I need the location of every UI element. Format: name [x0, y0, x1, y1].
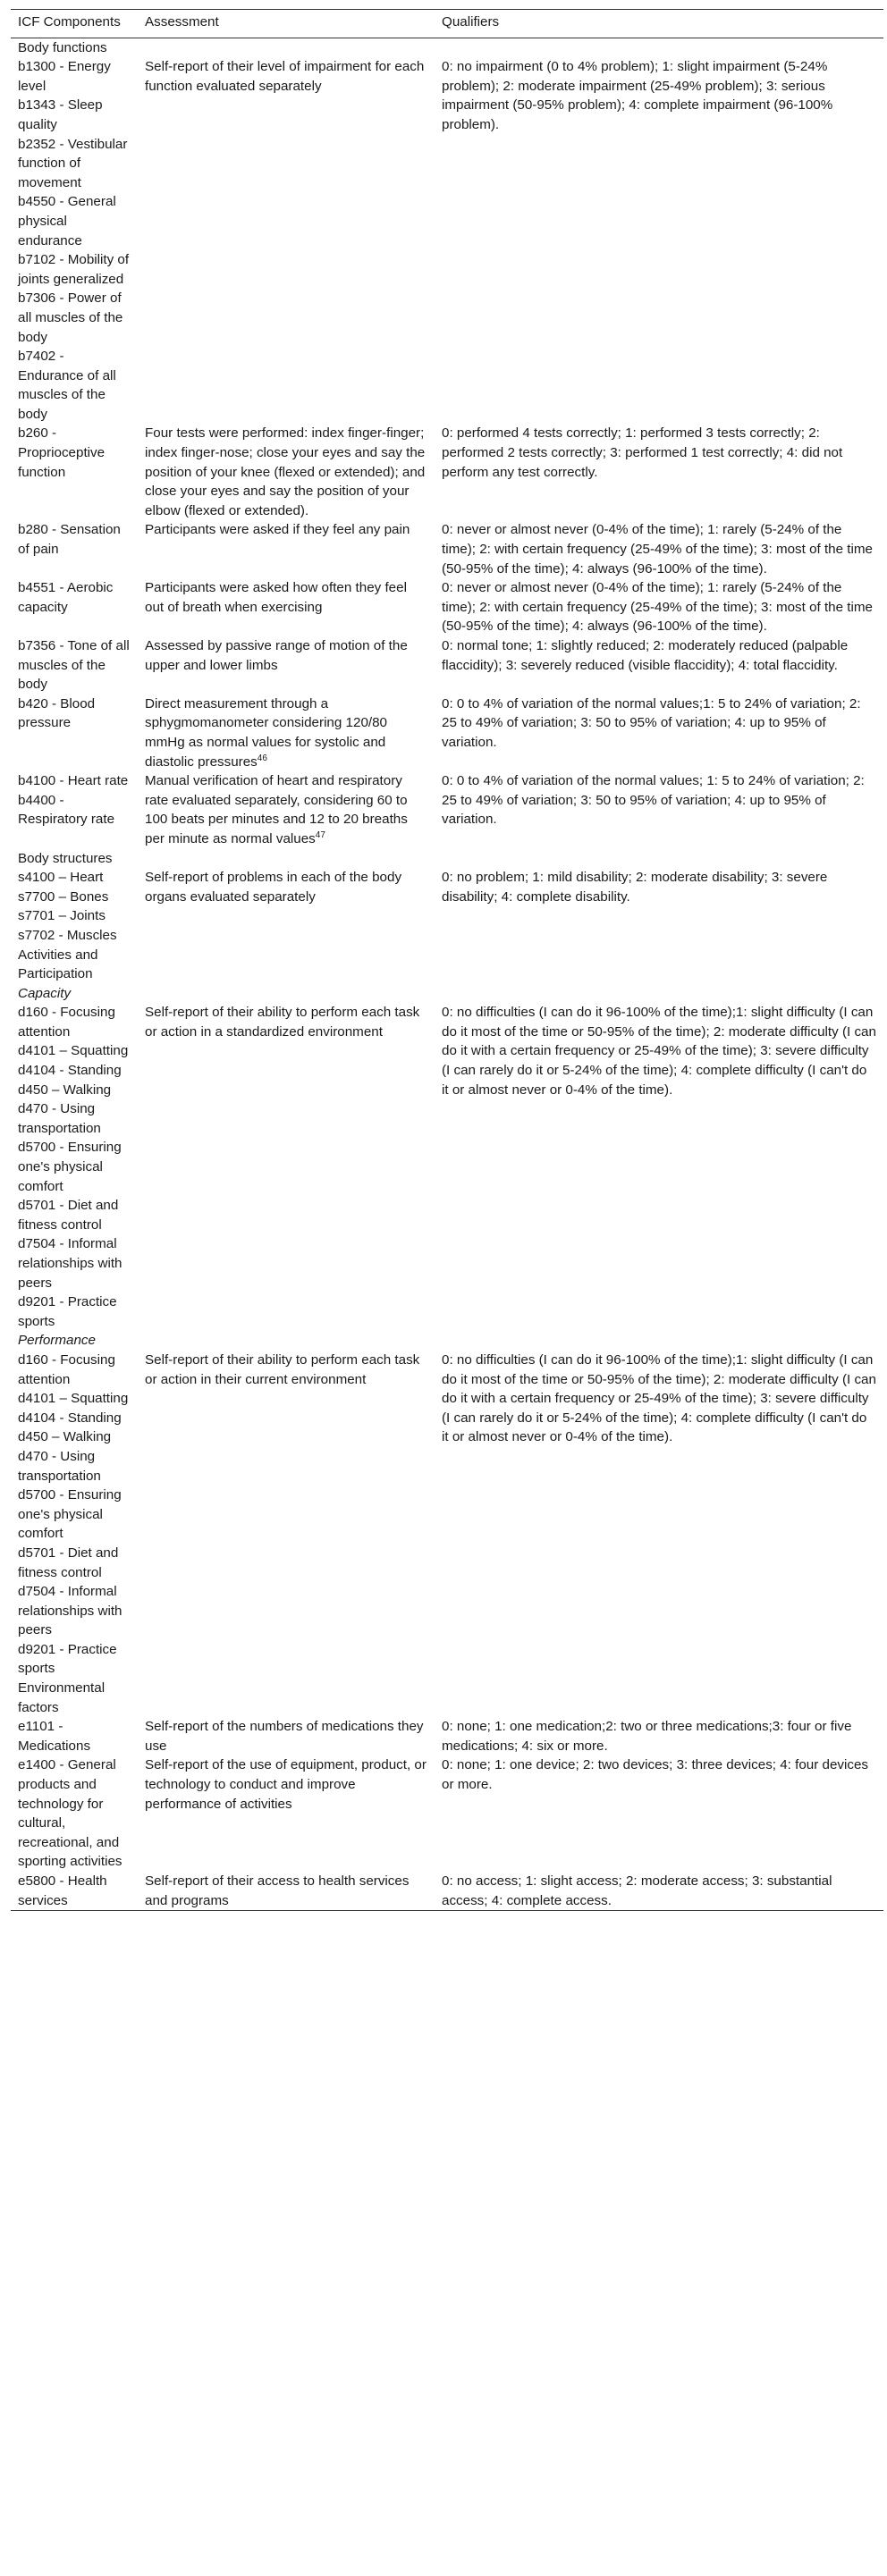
- assessment-cell: Participants were asked how often they feel out of breath when exercising: [145, 580, 407, 615]
- code: s7702 - Muscles: [18, 927, 117, 943]
- code: d9201 - Practice sports: [18, 1294, 117, 1329]
- assessment-cell: Self-report of their level of impairment for each function evaluated separately: [145, 59, 425, 94]
- header-qualifiers: Qualifiers: [442, 14, 500, 29]
- qualifiers-cell: 0: performed 4 tests correctly; 1: performed 3 tests correctly; 2: performed 2 tests correctly; 3: performed 1 test correctly; 4: did not perform any test correctly.: [442, 425, 843, 480]
- table-row: [11, 1351, 883, 1679]
- code: b2352 - Vestibular function of movement: [18, 136, 128, 190]
- code-cell: b280 - Sensation of pain: [18, 522, 121, 558]
- code: d5700 - Ensuring one's physical comfort: [18, 1140, 122, 1194]
- assessment-cell: Self-report of the use of equipment, product, or technology to conduct and improve performance of activities: [145, 1757, 427, 1812]
- reference-superscript: 46: [257, 753, 267, 763]
- code-cell: e5800 - Health services: [18, 1873, 107, 1908]
- code-cell: b7356 - Tone of all muscles of the body: [18, 638, 130, 693]
- code: s4100 – Heart: [18, 870, 104, 886]
- code: d160 - Focusing attention: [18, 1005, 115, 1040]
- qualifiers-cell: 0: normal tone; 1: slightly reduced; 2: moderately reduced (palpable flaccidity); 3: severely reduced (visible flaccidity); 4: total flaccidity.: [442, 638, 849, 673]
- code-cell: b260 - Proprioceptive function: [18, 425, 106, 480]
- table-row: [11, 1755, 883, 1872]
- qualifiers-cell: 0: 0 to 4% of variation of the normal values;1: 5 to 24% of variation; 2: 25 to 49% of variation; 3: 50 to 95% of variation; 4: up to 95% of variation.: [442, 695, 861, 750]
- code: d4101 – Squatting: [18, 1043, 129, 1059]
- codes-cell: [11, 771, 138, 848]
- table-row: [11, 520, 883, 578]
- code: s7701 – Joints: [18, 908, 106, 924]
- assessment-cell: Four tests were performed: index finger-finger; index finger-nose; close your eyes and say the position of your knee (flexed or extended); and close your eyes and say the position of your elbow (flexed or extended).: [145, 425, 426, 518]
- assessment-cell: Participants were asked if they feel any pain: [145, 522, 410, 538]
- assessment-cell: Self-report of their access to health services and programs: [145, 1873, 410, 1908]
- subsection-row: [11, 1331, 883, 1351]
- table-row: [11, 424, 883, 520]
- code: d5701 - Diet and fitness control: [18, 1198, 119, 1233]
- reference-superscript: 47: [315, 829, 325, 840]
- code: b1343 - Sleep quality: [18, 97, 103, 132]
- section-row: [11, 946, 883, 984]
- icf-assessment-table: [11, 9, 883, 1911]
- table-row: [11, 1717, 883, 1755]
- code-cell: b4551 - Aerobic capacity: [18, 580, 114, 615]
- codes-cell: [11, 1003, 138, 1331]
- section-body-functions: Body functions: [18, 39, 107, 55]
- code: b4400 - Respiratory rate: [18, 792, 115, 828]
- assessment-cell: Self-report of problems in each of the body organs evaluated separately: [145, 870, 402, 905]
- code: d5701 - Diet and fitness control: [18, 1545, 119, 1580]
- section-row: [11, 849, 883, 869]
- qualifiers-cell: 0: no problem; 1: mild disability; 2: moderate disability; 3: severe disability; 4: complete disability.: [442, 870, 828, 905]
- table-row: [11, 578, 883, 636]
- assessment-text: Manual verification of heart and respiratory rate evaluated separately, considering 60 to 100 beats per minutes and 12 to 20 breaths per minute as normal values: [145, 773, 408, 846]
- qualifiers-cell: 0: none; 1: one device; 2: two devices; 3: three devices; 4: four devices or more.: [442, 1757, 868, 1793]
- assessment-cell: [138, 771, 435, 848]
- code: b4100 - Heart rate: [18, 773, 129, 789]
- code: d4101 – Squatting: [18, 1391, 129, 1407]
- code: d5700 - Ensuring one's physical comfort: [18, 1487, 122, 1542]
- code: d7504 - Informal relationships with peers: [18, 1584, 122, 1638]
- code: d4104 - Standing: [18, 1063, 122, 1079]
- header-components: ICF Components: [18, 14, 121, 29]
- qualifiers-cell: 0: never or almost never (0-4% of the time); 1: rarely (5-24% of the time); 2: with certain frequency (25-49% of the time); 3: most of the time (50-95% of the time); 4: always (96-100% of the time).: [442, 580, 873, 635]
- code: b7402 - Endurance of all muscles of the body: [18, 349, 116, 422]
- code: d450 – Walking: [18, 1429, 112, 1445]
- code: b7102 - Mobility of joints generalized: [18, 252, 130, 287]
- assessment-cell: [138, 695, 435, 771]
- code: d450 – Walking: [18, 1082, 112, 1098]
- assessment-cell: Self-report of their ability to perform each task or action in a standardized environment: [145, 1005, 420, 1040]
- code: d9201 - Practice sports: [18, 1641, 117, 1677]
- qualifiers-cell: 0: no access; 1: slight access; 2: moderate access; 3: substantial access; 4: complete access.: [442, 1873, 832, 1908]
- codes-cell: [11, 57, 138, 424]
- codes-cell: [11, 868, 138, 945]
- assessment-cell: Assessed by passive range of motion of the upper and lower limbs: [145, 638, 408, 673]
- qualifiers-cell: 0: no difficulties (I can do it 96-100% of the time);1: slight difficulty (I can do it most of the time or 50-95% of the time); 2: moderate difficulty (I can do it with a certain frequency or 25-49% of the time); 3: severe difficulty (I can rarely do it or 5-24% of the time); 4: complete difficulty (I can't do it or almost never or 0-4% of the time).: [442, 1351, 876, 1445]
- qualifiers-cell: 0: no difficulties (I can do it 96-100% of the time);1: slight difficulty (I can do it most of the time or 50-95% of the time); 2: moderate difficulty (I can do it with a certain frequency or 25-49% of the time); 3: severe difficulty (I can rarely do it or 5-24% of the time); 4: complete difficulty (I can't do it or almost never or 0-4% of the time).: [442, 1005, 876, 1098]
- code: d4104 - Standing: [18, 1410, 122, 1426]
- code: d160 - Focusing attention: [18, 1351, 115, 1387]
- section-body-structures: Body structures: [18, 850, 113, 866]
- subsection-capacity: Capacity: [18, 985, 72, 1001]
- code: d470 - Using transportation: [18, 1448, 101, 1484]
- code: d7504 - Informal relationships with peers: [18, 1236, 122, 1291]
- code: s7700 – Bones: [18, 888, 109, 905]
- assessment-cell: Self-report of the numbers of medications they use: [145, 1719, 424, 1754]
- assessment-text: Direct measurement through a sphygmomanometer considering 120/80 mmHg as normal values for systolic and diastolic pressures: [145, 695, 388, 770]
- table-row: [11, 868, 883, 945]
- code-cell: e1400 - General products and technology for cultural, recreational, and sporting activities: [18, 1757, 122, 1870]
- code-cell: b420 - Blood pressure: [18, 695, 96, 731]
- table-row: [11, 771, 883, 848]
- section-row: [11, 1679, 883, 1717]
- table-row: [11, 1003, 883, 1331]
- section-row: [11, 38, 883, 57]
- table-header-row: [11, 10, 883, 38]
- code: b4550 - General physical endurance: [18, 194, 116, 248]
- qualifiers-cell: 0: none; 1: one medication;2: two or three medications;3: four or five medications; 4: six or more.: [442, 1719, 852, 1754]
- qualifiers-cell: 0: 0 to 4% of variation of the normal values; 1: 5 to 24% of variation; 2: 25 to 49% of variation; 3: 50 to 95% of variation; 4: up to 95% of variation.: [442, 773, 865, 828]
- codes-cell: [11, 1351, 138, 1679]
- code: d470 - Using transportation: [18, 1101, 101, 1136]
- subsection-performance: Performance: [18, 1333, 96, 1349]
- table-row: [11, 636, 883, 695]
- section-activities: Activities and Participation: [18, 947, 98, 982]
- code: b7306 - Power of all muscles of the body: [18, 290, 123, 345]
- code-cell: e1101 - Medications: [18, 1719, 91, 1754]
- table-row: [11, 57, 883, 424]
- table-row: [11, 695, 883, 771]
- table-row: [11, 1872, 883, 1911]
- subsection-row: [11, 984, 883, 1004]
- code: b1300 - Energy level: [18, 59, 111, 94]
- qualifiers-cell: 0: never or almost never (0-4% of the time); 1: rarely (5-24% of the time); 2: with certain frequency (25-49% of the time); 3: most of the time (50-95% of the time); 4: always (96-100% of the time).: [442, 522, 873, 577]
- assessment-cell: Self-report of their ability to perform each task or action in their current environment: [145, 1351, 420, 1387]
- icf-table-page: [11, 9, 883, 1911]
- section-environmental: Environmental factors: [18, 1680, 106, 1715]
- qualifiers-cell: 0: no impairment (0 to 4% problem); 1: slight impairment (5-24% problem); 2: moderate impairment (25-49% problem); 3: serious impairment (50-95% problem); 4: complete impairment (96-100% problem).: [442, 59, 833, 132]
- header-assessment: Assessment: [145, 14, 219, 29]
